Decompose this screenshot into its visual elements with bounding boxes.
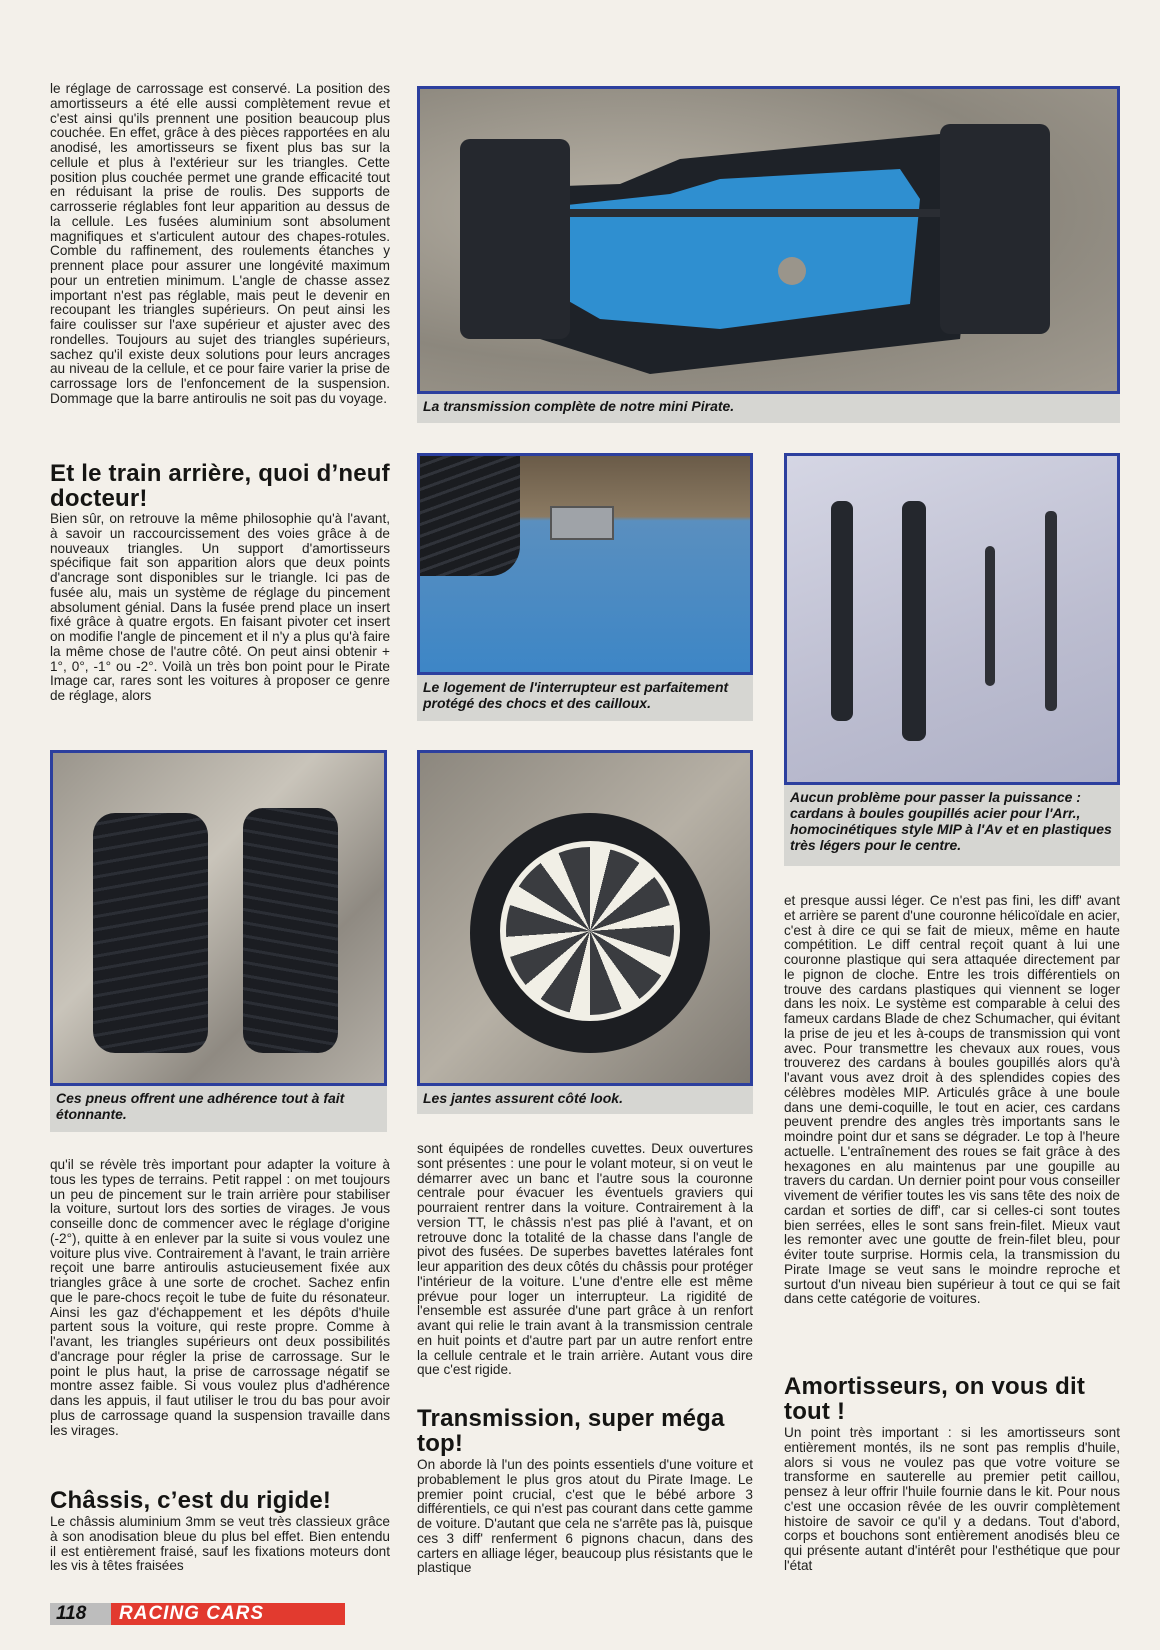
chassis-hole [778, 257, 806, 285]
paragraph: le réglage de carrossage est conservé. La position des amortisseurs a été elle aussi complètement revue et c'est ainsi qu'ils prennent une position beaucoup plus couchée. En effet, grâce à des pièces rapportées en alu anodisé, les amortisseurs se fixent plus bas sur la cellule et plus à l'extérieur sur les triangles. Cette position plus couchée permet une grande efficacité tout en réduisant la prise de roulis. Des supports de carrosserie réglables font leur apparition au dessus de la cellule. Les fusées aluminium sont absolument magnifiques et s'articulent autour des chapes-rotules. Comble du raffinement, des roulements étanches y prennent place pour assurer une longévité maximum pour un entretien minimum. L'angle de chasse assez important n'est pas réglable, mais peut le devenir en recoupant les triangles supérieurs. On peut ainsi les faire coulisser sur l'axe supérieur et ajuster avec des rondelles. Toujours au sujet des triangles supérieurs, sachez qu'il existe deux solutions pour leurs ancrages au niveau de la cellule, et ce pour faire varier la prise de carrossage lors de l'enfoncement de la suspension. Dommage que la barre antiroulis ne soit pas du voyage. [50, 81, 390, 406]
section-heading-shocks: Amortisseurs, on vous dit tout ! [784, 1373, 1086, 1425]
caption-switch: Le logement de l'interrupteur est parfaitement protégé des chocs et des cailloux. [417, 675, 753, 721]
caption-tires: Ces pneus offrent une adhérence tout à fait étonnante. [50, 1086, 387, 1132]
cardan-shape [1045, 511, 1057, 711]
tire-shape [243, 808, 338, 1053]
section-heading-chassis: Châssis, c’est du rigide! [50, 1487, 332, 1514]
article-text-col2 [417, 1142, 753, 1378]
photo-chassis [417, 86, 1120, 394]
wheel-shape [420, 456, 520, 576]
article-text-col3-end [784, 1426, 1120, 1574]
paragraph: et presque aussi léger. Ce n'est pas fini, les diff' avant et arrière se parent d'une couronne hélicoïdale en acier, c'est à dire ce qui se fait de mieux, même en haute compétition. Le diff central reçoit quant à lui une couronne plastique qui sera attaquée directement par le pignon de cloche. Entre les trois différentiels on trouve des cardans plastiques qui viennent se loger dans les noix. Le système est comparable à celui des fameux cardans Blade de chez Schumacher, qui évitant la prise de jeu et les à-coups de transmission qui vont avec. Pour transmettre les chevaux aux roues, vous trouverez des cardans à boules goupillés alors qu'à l'avant vous avez droit à des splendides copies des célèbres modèles MIP. Articulés grâce à une boule dans une demi-coquille, le tout en acier, ces cardans peuvent prendre des angles très importants sans le moindre point dur et sans se dégrader. Le top à l'heure actuelle. L'entraînement des roues se fait grâce à des hexagones en alu maintenus par une goupille au travers du cardan. Un dernier point pour vous conseiller vivement de vérifier toutes les vis sans tête des noix de cardan et sorties de diff', car si celles-ci sont toutes bien serrées, elles le sont sans frein-filet. Mieux vaut les remonter avec une goutte de frein-filet bleu, pour éviter toute surprise. Hormis cela, la transmission du Pirate Image se veut sans le moindre reproche et surtout d'un niveau bien supérieur à tout ce qui se fait dans cette catégorie de voitures. [784, 893, 1120, 1307]
article-text-col1-end [50, 1515, 390, 1574]
paragraph: Un point très important : si les amortisseurs sont entièrement montés, ils ne sont pas remplis d'huile, alors si vous ne voulez pas que votre voiture se transforme en sauterelle au premier petit caillou, pensez à leur offrir l'huile fournie dans le kit. Pour nous c'est une occasion rêvée de les ouvrir complètement histoire de savoir ce qu'il y a dedans. Tout d'abord, corps et bouchons sont entièrement anodisés bleu ce qui présente autant d'intérêt pour l'esthétique que pour l'état [784, 1425, 1120, 1573]
caption-cardans: Aucun problème pour passer la puissance : cardans à boules goupillés acier pour l'Arr., homocinétiques style MIP à l'Av et en plastiques très légers pour le centre. [784, 785, 1120, 866]
caption-wheel: Les jantes assurent côté look. [417, 1086, 753, 1114]
tire-shape [93, 813, 208, 1053]
cardan-shape [902, 501, 926, 741]
page-number: 118 [50, 1603, 111, 1625]
section-heading-rear-train: Et le train arrière, quoi d’neuf docteur! [50, 460, 390, 512]
article-text-col1-bottom [50, 1158, 390, 1438]
paragraph: Bien sûr, on retrouve la même philosophie qu'à l'avant, à savoir un raccourcissement des voies grâce à de nouveaux triangles. Un support d'amortisseurs spécifique fait son apparition alors que deux points d'ancrage sont disponibles sur le triangle. Ici pas de fusée alu, mais un système de réglage du pincement absolument génial. Dans la fusée prend place un insert fixé grâce à quatre ergots. En faisant pivoter cet insert on modifie l'angle de pincement et il n'y a plus qu'à faire la même chose de l'autre côté. On peut ainsi obtenir + 1°, 0°, -1° ou -2°. Voilà un très bon point pour le Pirate Image car, rares sont les voitures à proposer ce genre de réglage, alors [50, 511, 390, 703]
article-text-col1-mid [50, 512, 390, 704]
article-text-col3 [784, 894, 1120, 1307]
chassis-illustration [420, 89, 1117, 391]
photo-cardans [784, 453, 1120, 785]
paragraph: Le châssis aluminium 3mm se veut très classieux grâce à son anodisation bleue du plus bel effet. Bien entendu il est entièrement fraisé, sauf les fixations moteurs dont les vis à têtes fraisées [50, 1514, 390, 1574]
photo-wheel [417, 750, 753, 1086]
paragraph: sont équipées de rondelles cuvettes. Deux ouvertures sont présentes : une pour le volant moteur, si on veut le démarrer avec un banc et l'autre sous la couronne centrale pour évacuer les éventuels graviers qui pourraient rentrer dans la voiture. Contrairement à la version TT, le châssis n'est pas plié à l'avant, et on retrouve donc la totalité de la chasse dans l'angle de pivot des fusées. De superbes bavettes latérales font leur apparition des deux côtés du châssis pour protéger l'intérieur de la voiture. L'une d'entre elle est même prévue pour loger un interrupteur. La rigidité de l'ensemble est assurée d'une part grâce à un renfort avant qui relie le train avant à la transmission centrale en huit points et d'autre part par un autre renfort entre la cellule centrale et le train arrière. Autant vous dire que c'est rigide. [417, 1141, 753, 1378]
front-suspension [460, 139, 570, 339]
magazine-logo: RACING CARS [111, 1603, 345, 1625]
rim-shape [500, 841, 680, 1021]
caption-chassis: La transmission complète de notre mini Pirate. [417, 394, 1120, 423]
paragraph: qu'il se révèle très important pour adapter la voiture à tous les types de terrains. Petit rappel : on met toujours un peu de pincement sur le train arrière pour stabiliser la voiture, surtout lors des sorties de virages. Je vous conseille donc de commencer avec le réglage d'origine (-2°), quitte à en enlever par la suite si vous voulez une voiture plus vive. Contrairement à l'avant, le train arrière reçoit une barre antiroulis astucieusement fixée aux triangles grâce à une sorte de crochet. Sachez enfin que le pare-chocs reçoit le tube de fuite du résonateur. Ainsi les gaz d'échappement et les dépôts d'huile partent sous la voiture, qui reste propre. Comme à l'avant, les triangles supérieurs ont deux possibilités d'ancrage pour régler la prise de carrossage. Sur le point le plus haut, la prise de carrossage négatif se montre assez faible. Si vous voulez plus d'adhérence dans les appuis, il faut utiliser le trou du bas pour avoir plus de carrossage quand la suspension travaille dans les virages. [50, 1157, 390, 1438]
cardan-shape [985, 546, 995, 686]
article-text-col2-end [417, 1458, 753, 1576]
photo-switch-housing [417, 453, 753, 675]
cardan-shape [831, 501, 853, 721]
page-footer [50, 1603, 345, 1625]
switch-shape [550, 506, 614, 540]
article-text-col1-top [50, 82, 390, 407]
photo-tires [50, 750, 387, 1086]
paragraph: On aborde là l'un des points essentiels d'une voiture et probablement le plus gros atout du Pirate Image. Le premier point crucial, c'est que le bébé arbore 3 différentiels, ce qui n'est pas courant dans cette gamme de voiture. D'autant que cela ne s'arrête pas là, puisque ces 3 diff' renferment 6 pignons chacun, dans des carters en alliage léger, beaucoup plus résistants que le plastique [417, 1457, 753, 1576]
section-heading-transmission: Transmission, super méga top! [417, 1405, 725, 1457]
rear-suspension [940, 124, 1050, 334]
